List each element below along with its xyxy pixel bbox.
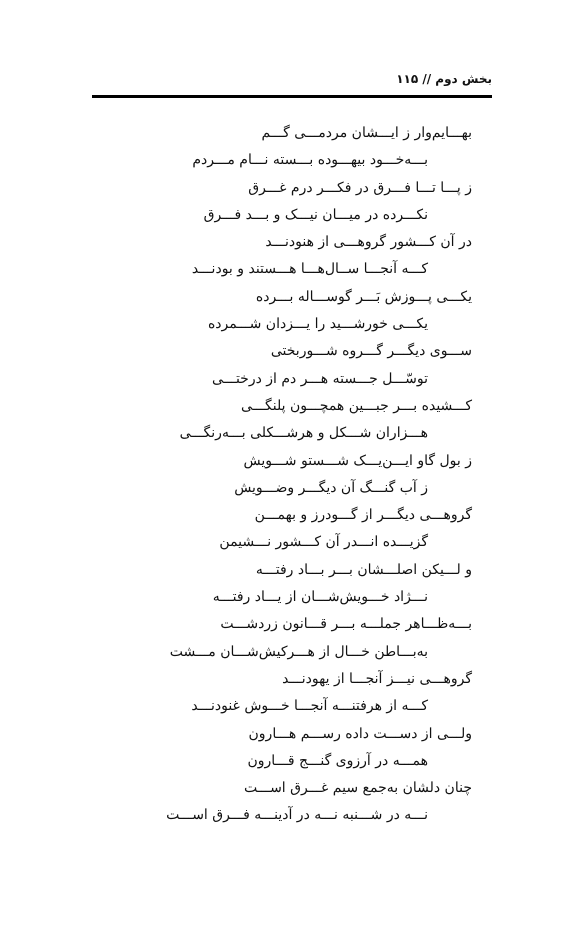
verse-line-12: هـــزاران شـــکل و هرشـــکلی بـــه‌رنگـــی bbox=[179, 425, 428, 442]
verse-line-25: چنان دلشان به‌جمع سیم غـــرق اســـت bbox=[244, 780, 472, 797]
poem bbox=[100, 120, 480, 830]
verse-line-17: و لـــیکن اصلـــشان بـــر بـــاد رفتـــه bbox=[255, 561, 472, 578]
verse-line-16: گزیـــده انـــدر آن کـــشور نـــشیمن bbox=[219, 534, 428, 551]
verse-line-20: به‌بـــاطن خـــال از هـــرکیش‌شـــان مـــشت bbox=[169, 643, 428, 660]
verse-line-11: کـــشیده بـــر جبـــین همچـــون پلنگـــی bbox=[241, 397, 472, 414]
verse-line-13: ز بول گاو ایـــن‌یـــک شـــستو شـــویش bbox=[243, 452, 472, 469]
section-and-page-number: بخش دوم // ۱۱۵ bbox=[396, 72, 492, 86]
verse-line-4: نکـــرده در میـــان نیـــک و بـــد فـــرق bbox=[203, 206, 428, 223]
header-rule bbox=[92, 95, 492, 98]
verse-line-23: ولـــی از دســـت داده رســـم هـــارون bbox=[248, 725, 472, 742]
verse-line-9: ســـوی دیگـــر گـــروه شـــوربختی bbox=[270, 343, 472, 360]
verse-line-19: بـــه‌ظـــاهر جملـــه بـــر قـــانون زردشـــت bbox=[220, 616, 472, 633]
verse-line-6: کـــه آنجـــا ســال‌هـــا هـــستند و بودنـــد bbox=[191, 261, 428, 278]
verse-line-2: بـــه‌خـــود بیهـــوده بـــسته نـــام مـــردم bbox=[192, 152, 428, 169]
verse-line-8: یکـــی خورشـــید را یـــزدان شـــمرده bbox=[207, 316, 428, 333]
running-header bbox=[92, 68, 492, 90]
verse-line-22: کـــه از هرفتنـــه آنجـــا خـــوش غنودنـــد bbox=[191, 698, 428, 715]
verse-line-24: همـــه در آرزوی گنـــج قـــارون bbox=[247, 752, 428, 769]
verse-line-10: توسّـــل جـــسته هـــر دم از درختـــی bbox=[211, 370, 428, 387]
verse-line-1: بهـــایم‌وار ز ایـــشان مردمـــی گـــم bbox=[261, 125, 472, 141]
verse-line-14: ز آب گنـــگ آن دیگـــر وضـــویش bbox=[234, 479, 428, 496]
verse-line-26: نـــه در شـــنبه نـــه در آدینـــه فـــرق اســـت bbox=[166, 807, 428, 824]
verse-line-7: یکـــی پـــوزش بَـــر گوســـاله بـــرده bbox=[255, 288, 472, 305]
verse-line-21: گروهـــی نیـــز آنجـــا از یهودنـــد bbox=[282, 670, 472, 687]
verse-line-3: ز پـــا تـــا فـــرق در فکـــر درم غـــرق bbox=[248, 179, 472, 196]
verse-line-5: در آن کـــشور گروهـــی از هنودنـــد bbox=[265, 234, 472, 251]
verse-line-15: گروهـــی دیگـــر از گـــودرز و بهمـــن bbox=[254, 507, 472, 524]
verse-line-18: نـــژاد خـــویش‌شـــان از یـــاد رفتـــه bbox=[212, 589, 428, 606]
